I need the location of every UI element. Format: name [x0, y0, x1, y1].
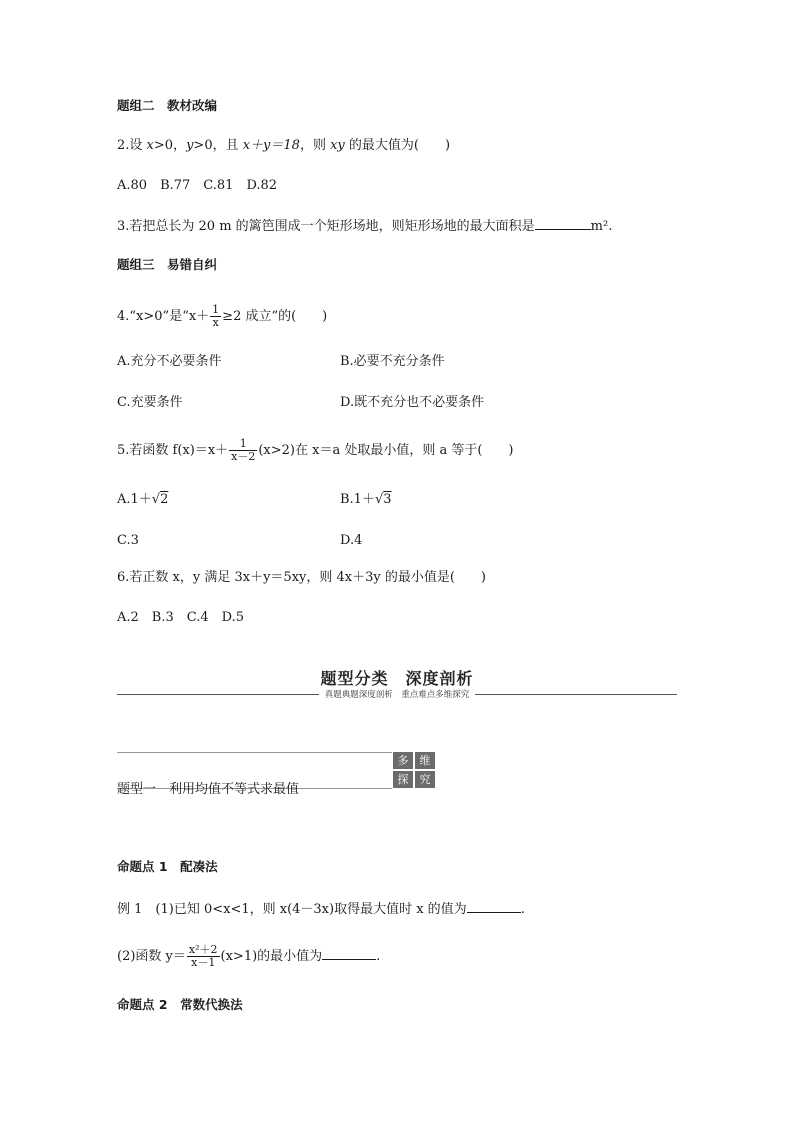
- group2-heading: [117, 97, 217, 115]
- q5-option-a-text: A.1＋√: [117, 492, 161, 507]
- q6-options: A.2 B.3 C.4 D.5: [117, 610, 244, 625]
- group2-label: 题组二: [117, 98, 155, 113]
- group3-title: 易错自纠: [167, 257, 218, 272]
- question-5: [117, 438, 514, 464]
- fraction: [210, 304, 221, 329]
- example1-2-text: (x>1)的最小值为: [220, 949, 323, 964]
- fraction-numerator: 1: [229, 438, 257, 451]
- q2-var-y: y: [186, 138, 194, 153]
- question-2: [117, 137, 450, 155]
- q4-option-d: D.既不充分也不必要条件: [340, 395, 485, 410]
- example1-2-text: (2)函数 y＝: [117, 949, 186, 964]
- badge-char: 探: [393, 771, 413, 788]
- example-1: [117, 899, 525, 919]
- badge-char: 维: [415, 752, 435, 769]
- fraction-numerator: 1: [212, 303, 220, 316]
- q4-text: ≥2 成立”的( ): [222, 309, 328, 324]
- point1-title: 配凑法: [180, 859, 218, 874]
- q2-text: >0，且: [193, 138, 243, 153]
- divider: [117, 752, 392, 753]
- q4-option-b: B.必要不充分条件: [340, 354, 445, 369]
- q5-option-a: [117, 491, 168, 509]
- group3-label: 题组三: [117, 257, 155, 272]
- fraction-denominator: x－2: [231, 450, 256, 463]
- q2-options: A.80 B.77 C.81 D.82: [117, 178, 278, 193]
- badge-char: 究: [415, 771, 435, 788]
- fraction-denominator: x: [212, 316, 219, 329]
- q5-option-c: C.3: [117, 533, 139, 548]
- example1-text: .: [520, 902, 525, 917]
- q2-text: 2.设: [117, 138, 147, 153]
- q3-text: 3.若把总长为 20 m 的篱笆围成一个矩形场地，则矩形场地的最大面积是: [117, 219, 535, 234]
- multi-dim-badge: [393, 752, 435, 788]
- example-1-part-2: [117, 941, 380, 973]
- fraction: [229, 438, 257, 463]
- answer-blank[interactable]: [322, 946, 376, 960]
- topic-title: 题型一 利用均值不等式求最值: [117, 782, 300, 797]
- section-subtitle-text: 真题典题深度剖析 重点难点多维探究: [319, 690, 476, 700]
- example1-text: 例 1 (1)已知 0<x<1，则 x(4－3x)取得最大值时 x 的值为: [117, 902, 467, 917]
- q4-option-c: C.充要条件: [117, 395, 183, 410]
- fraction: [187, 944, 220, 969]
- section-header: [117, 664, 677, 704]
- q2-text: 的最大值为( ): [344, 138, 451, 153]
- point1-heading: [117, 858, 218, 876]
- answer-blank[interactable]: [467, 899, 521, 913]
- q5-option-b: [340, 491, 392, 509]
- point2-title: 常数代换法: [180, 997, 243, 1012]
- point2-label: 命题点 2: [117, 997, 168, 1012]
- q3-unit: m².: [590, 219, 613, 234]
- topic-heading: [117, 752, 437, 797]
- q5-option-b-text: B.1＋√: [340, 492, 384, 507]
- fraction-numerator: x²＋2: [188, 943, 218, 956]
- question-3: [117, 216, 612, 236]
- q2-text: ，则: [299, 138, 331, 153]
- question-6: 6.若正数 x，y 满足 3x＋y＝5xy，则 4x＋3y 的最小值是( ): [117, 570, 486, 585]
- group3-heading: [117, 256, 217, 274]
- q5-option-d: D.4: [340, 533, 363, 548]
- example1-2-text: .: [376, 949, 381, 964]
- q5-text: (x>2)在 x＝a 处取最小值，则 a 等于( ): [258, 443, 514, 458]
- q2-expression: x＋y＝18: [242, 138, 300, 153]
- point2-heading: [117, 996, 243, 1014]
- section-title: 题型分类 深度剖析: [320, 669, 474, 688]
- q4-option-a: A.充分不必要条件: [117, 354, 222, 369]
- q2-var-xy: xy: [330, 138, 345, 153]
- q2-text: >0，: [153, 138, 187, 153]
- section-subtitle: [117, 688, 677, 700]
- radicand: 3: [383, 492, 392, 507]
- q5-text: 5.若函数 f(x)＝x＋: [117, 443, 229, 458]
- group2-title: 教材改编: [167, 98, 218, 113]
- radicand: 2: [160, 492, 169, 507]
- fraction-denominator: x－1: [191, 956, 216, 969]
- q2-var-x: x: [146, 138, 154, 153]
- badge-char: 多: [393, 752, 413, 769]
- answer-blank[interactable]: [535, 216, 591, 230]
- question-4: [117, 304, 327, 329]
- q4-text: 4.“x>0”是“x＋: [117, 309, 210, 324]
- point1-label: 命题点 1: [117, 859, 168, 874]
